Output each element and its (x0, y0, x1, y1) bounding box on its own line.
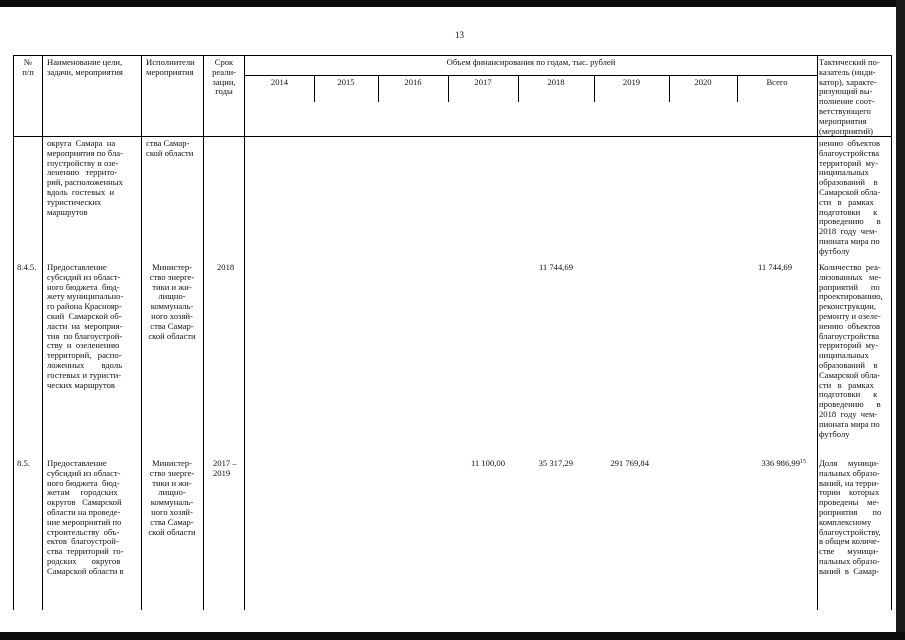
row-term: 2018 (217, 262, 235, 272)
header-name: Наименование цели, задачи, мероприятия (47, 57, 123, 77)
row-value-2018: 11 744,69 (538, 262, 573, 272)
row-executors: Министер- ство энерге- тики и жи- лищно- коммуналь- ного хозяй- ства Самар- ской области (148, 262, 196, 341)
scan-top-border (0, 0, 905, 7)
row-name: Предоставление субсидий из област- ного бюджета бюд- жетам городских округов Самарской области на проведе- ние мероприятий по строительству объ- ектов благоустрой- ства территорий го- родских округов Самарской области в (47, 458, 124, 576)
header-year-total: Всего (766, 77, 788, 87)
funding-table (13, 55, 892, 610)
row-indicator: Доля муници- пальных образо- ваний, на терри- тории которых проведены ме- роприятия по комплексному благоустройству, в общем количе- стве муници- пальных образо- ваний в Самар- (819, 458, 882, 576)
row-indicator: нению объектов благоустройства территорий му- ниципальных образований в Самарской обла- сти в рамках подготовки к проведению в 2018 году чем- пионата мира по футболу (819, 138, 881, 256)
scan-bottom-border (0, 632, 905, 640)
row-value-total: 336 986,99$^{15}$ (761, 458, 806, 468)
row-name: Предоставление субсидий из област- ного бюджета бюд- жету муниципально- го района Краснояр- ский Самарской об- ласти на мероприя- тия по благоустрой- ству и озеленению территорий, распо- ложенных вдоль гостевых и туристи- ческих маршрутов (47, 262, 124, 390)
header-year-2018: 2018 (547, 77, 565, 87)
row-num: 8.5. (17, 458, 30, 468)
row-name: округа Самара на мероприятия по бла- гоустройству и озе- ленению террито- рий, расположенных вдоль гостевых и туристических маршрутов (47, 138, 123, 217)
row-indicator: Количество реа- лизованных ме- роприятий по проектированию, реконструкции, ремонту и озеле- нению объектов благоустройства территорий му- ниципальных образований в Самарской обла- сти в рамках подготовки к проведению в 2018 году чем- пионата мира по футболу (819, 262, 883, 439)
header-year-2016: 2016 (404, 77, 422, 87)
page-number: 13 (455, 30, 464, 40)
row-executors: Министер- ство энерге- тики и жи- лищно- коммуналь- ного хозяй- ства Самар- ской области (148, 458, 196, 537)
header-year-2017: 2017 (474, 77, 492, 87)
header-funding: Объем финансирования по годам, тыс. рублей (446, 57, 616, 67)
header-year-2019: 2019 (622, 77, 641, 87)
row-term: 2017 – 2019 (213, 458, 237, 478)
scan-right-border (896, 0, 905, 640)
header-year-2015: 2015 (337, 77, 355, 87)
header-year-2014: 2014 (270, 77, 289, 87)
footnote-mark: 15 (800, 459, 806, 465)
row-value-total: 11 744,69 (757, 262, 792, 272)
header-year-2020: 2020 (694, 77, 712, 87)
row-num: 8.4.5. (17, 262, 37, 272)
row-value-2019: 291 769,84 (610, 458, 649, 468)
header-executors: Исполнители мероприятия (146, 57, 195, 77)
row-executors: ства Самар- ской области (146, 138, 194, 158)
header-term: Срок реали- зации, годы (212, 57, 236, 97)
row-value-2018: 35 317,29 (538, 458, 573, 468)
header-num: № п/п (22, 57, 34, 77)
header-indicator: Тактический по- казатель (инди- катор), характе- ризующий вы- полнение соот- ветствующего мероприятия (мероприятий) (819, 57, 880, 136)
row-value-2017: 11 100,00 (470, 458, 505, 468)
